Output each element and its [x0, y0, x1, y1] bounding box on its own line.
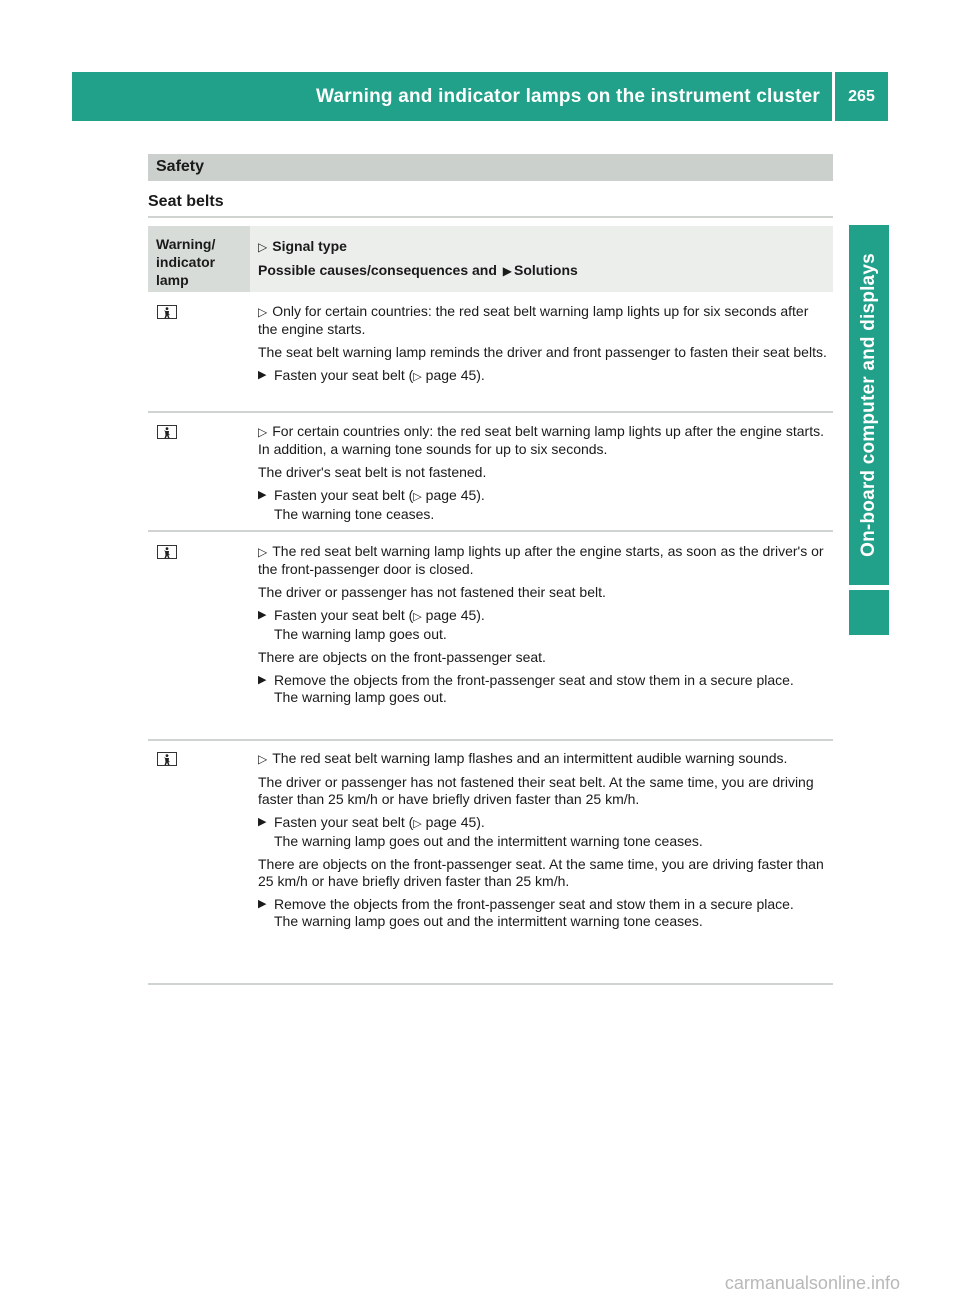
row-action-text: Fasten your seat belt (	[274, 814, 414, 830]
action-arrow-icon: ▶	[258, 674, 267, 686]
page-header-bar	[72, 72, 832, 121]
chapter-side-tab-label: On-board computer and displays	[858, 253, 879, 557]
row-cause-text: The driver or passenger has not fastened their seat belt.	[258, 584, 606, 600]
row-action-result: The warning lamp goes out and the intermittent warning tone ceases.	[274, 833, 703, 849]
watermark: carmanualsonline.info	[724, 1273, 900, 1293]
seat-belt-warning-icon	[157, 545, 177, 559]
row-signal-text: The red seat belt warning lamp flashes and an intermittent audible warning sounds.	[272, 750, 788, 766]
col2-header-line1: Signal type	[272, 238, 347, 254]
signal-triangle-icon: ▷	[258, 545, 268, 559]
page-number-box	[835, 72, 888, 121]
row-action-text: Fasten your seat belt (	[274, 367, 414, 383]
divider	[148, 411, 833, 413]
row-action-page-link[interactable]: page 45).	[425, 487, 485, 503]
chapter-side-tab	[849, 225, 889, 585]
page-ref-icon: ▷	[413, 371, 422, 383]
row-action-result: The warning lamp goes out.	[274, 689, 447, 705]
row-cause-text: The driver's seat belt is not fastened.	[258, 464, 487, 480]
row-cause-text: There are objects on the front-passenger seat. At the same time, you are driving faster than 25 km/h or have briefly driven faster than 25 km/h.	[258, 856, 824, 889]
signal-triangle-icon: ▷	[258, 425, 268, 439]
divider	[148, 983, 833, 985]
row-action-page-link[interactable]: page 45).	[425, 814, 485, 830]
subheading: Seat belts	[148, 193, 224, 210]
row-action-text: Remove the objects from the front-passenger seat and stow them in a secure place.	[274, 672, 794, 688]
row-action-text: Remove the objects from the front-passenger seat and stow them in a secure place.	[274, 896, 794, 912]
section-bar	[148, 154, 833, 181]
row-cause-text: The driver or passenger has not fastened their seat belt. At the same time, you are driving faster than 25 km/h or have briefly driven faster than 25 km/h.	[258, 774, 814, 807]
col1-header-line: Warning/	[156, 236, 216, 252]
page-ref-icon: ▷	[413, 818, 422, 830]
side-tab-marker	[849, 590, 889, 635]
row-action-text: Fasten your seat belt (	[274, 607, 414, 623]
row-signal-text: For certain countries only: the red seat belt warning lamp lights up after the engine starts. In addition, a warning tone sounds for up to six seconds.	[258, 423, 824, 457]
divider	[148, 216, 833, 218]
table-header	[148, 226, 833, 292]
col2-header-line2: Possible causes/consequences and	[258, 262, 497, 278]
action-arrow-icon: ▶	[502, 264, 513, 278]
divider	[148, 530, 833, 532]
page-ref-icon: ▷	[413, 491, 422, 503]
seat-belt-warning-icon	[157, 305, 177, 319]
row-action-result: The warning lamp goes out and the intermittent warning tone ceases.	[274, 913, 703, 929]
signal-triangle-icon: ▷	[258, 240, 268, 254]
divider	[148, 739, 833, 741]
row-cause-text: There are objects on the front-passenger seat.	[258, 649, 546, 665]
seat-belt-warning-icon	[157, 425, 177, 439]
action-arrow-icon: ▶	[258, 816, 267, 828]
row-action-page-link[interactable]: page 45).	[425, 607, 485, 623]
signal-triangle-icon: ▷	[258, 752, 268, 766]
row-signal-text: Only for certain countries: the red seat belt warning lamp lights up for six seconds after the engine starts.	[258, 303, 809, 337]
section-title: Safety	[156, 158, 205, 175]
table-header-col-signal	[258, 235, 578, 283]
row-action-result: The warning lamp goes out.	[274, 626, 447, 642]
seat-belt-warning-icon	[157, 752, 177, 766]
row-action-result: The warning tone ceases.	[274, 506, 435, 522]
page-ref-icon: ▷	[413, 611, 422, 623]
page-number: 265	[848, 88, 875, 105]
row-cause-text: The seat belt warning lamp reminds the driver and front passenger to fasten their seat belts.	[258, 344, 827, 360]
action-arrow-icon: ▶	[258, 898, 267, 910]
action-arrow-icon: ▶	[258, 489, 267, 501]
col1-header-line: indicator	[156, 254, 216, 270]
row-action-page-link[interactable]: page 45).	[425, 367, 485, 383]
row-action-text: Fasten your seat belt (	[274, 487, 414, 503]
table-header-col-lamp	[148, 226, 250, 292]
row-signal-text: The red seat belt warning lamp lights up after the engine starts, as soon as the driver's or the front-passenger door is closed.	[258, 543, 824, 577]
col1-header-line: lamp	[156, 272, 189, 288]
page-header-title: Warning and indicator lamps on the instrument cluster	[316, 86, 820, 107]
signal-triangle-icon: ▷	[258, 305, 268, 319]
action-arrow-icon: ▶	[258, 609, 267, 621]
action-arrow-icon: ▶	[258, 369, 267, 381]
col2-header-line2b: Solutions	[514, 262, 578, 278]
